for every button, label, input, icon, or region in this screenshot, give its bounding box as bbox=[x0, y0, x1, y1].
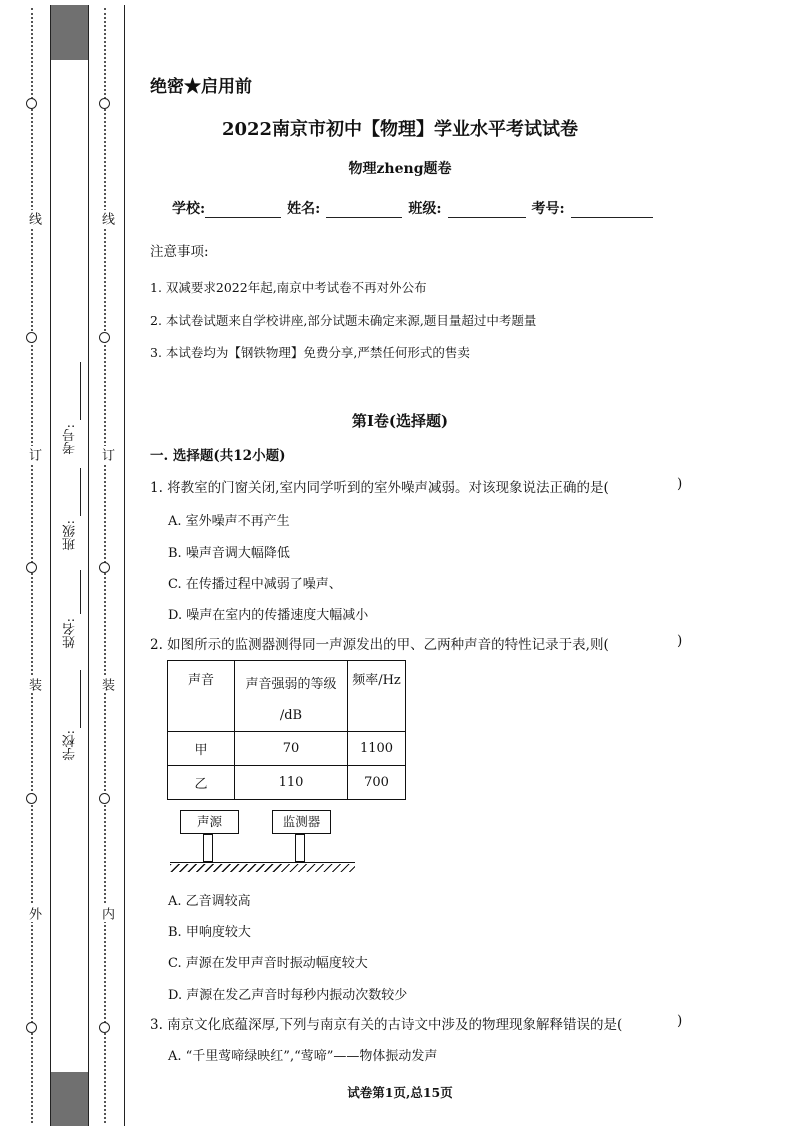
binding-circle bbox=[26, 793, 37, 804]
answer-paren-close: ) bbox=[677, 476, 683, 492]
part-title: 一. 选择题(共12小题) bbox=[150, 448, 286, 464]
number-input[interactable] bbox=[571, 203, 653, 218]
binding-field-school: 学校: bbox=[63, 730, 78, 761]
notes-heading: 注意事项: bbox=[150, 244, 209, 260]
table-cell: 70 bbox=[235, 732, 348, 766]
binding-field-class: 班级: bbox=[63, 520, 78, 551]
q1-option-d[interactable]: D. 噪声在室内的传播速度大幅减小 bbox=[168, 608, 369, 623]
monitor-box: 监测器 bbox=[272, 810, 331, 834]
table-cell: 700 bbox=[348, 766, 406, 800]
binding-char-inner: 内 bbox=[99, 907, 114, 920]
table-header-level-text: 声音强弱的等级 bbox=[245, 677, 337, 692]
note-item: 1. 双减要求2022年起,南京中考试卷不再对外公布 bbox=[150, 280, 427, 295]
binding-field-underline[interactable] bbox=[80, 570, 81, 614]
binding-char-bind: 装 bbox=[99, 678, 114, 691]
q1-option-b[interactable]: B. 噪声音调大幅降低 bbox=[168, 546, 290, 561]
table-header-level bbox=[235, 661, 348, 732]
answer-paren-close: ) bbox=[677, 1013, 683, 1029]
binding-field-underline[interactable] bbox=[80, 670, 81, 728]
q1-option-c[interactable]: C. 在传播过程中减弱了噪声、 bbox=[168, 577, 342, 592]
binding-circle bbox=[26, 1022, 37, 1033]
q2-option-c[interactable]: C. 声源在发甲声音时振动幅度较大 bbox=[168, 956, 368, 971]
q3-option-a[interactable]: A. “千里莺啼绿映红”,“莺啼”——物体振动发声 bbox=[168, 1049, 438, 1064]
q1-option-a[interactable]: A. 室外噪声不再产生 bbox=[168, 514, 290, 529]
binding-circle bbox=[26, 562, 37, 573]
question-1-stem: 1. 将教室的门窗关闭,室内同学听到的室外噪声减弱。对该现象说法正确的是( bbox=[150, 480, 609, 496]
binding-char-order: 订 bbox=[99, 448, 114, 461]
q2-option-a[interactable]: A. 乙音调较高 bbox=[168, 894, 251, 909]
table-cell: 110 bbox=[235, 766, 348, 800]
q2-option-b[interactable]: B. 甲响度较大 bbox=[168, 925, 251, 940]
name-input[interactable] bbox=[326, 203, 402, 218]
question-2-stem: 2. 如图所示的监测器测得同一声源发出的甲、乙两种声音的特性记录于表,则( bbox=[150, 637, 609, 653]
binding-circle bbox=[99, 793, 110, 804]
page-footer: 试卷第1页,总15页 bbox=[347, 1085, 453, 1100]
table-header-level-unit: /dB bbox=[279, 708, 303, 723]
question-3-stem: 3. 南京文化底蕴深厚,下列与南京有关的古诗文中涉及的物理现象解释错误的是( bbox=[150, 1017, 623, 1033]
binding-field-name: 姓名: bbox=[63, 618, 78, 649]
monitor-stand bbox=[295, 834, 305, 862]
class-label: 班级: bbox=[408, 201, 442, 217]
exam-title: 2022南京市初中【物理】学业水平考试试卷 bbox=[221, 119, 579, 140]
note-item: 2. 本试卷试题来自学校讲座,部分试题未确定来源,题目量超过中考题量 bbox=[150, 313, 537, 328]
class-input[interactable] bbox=[448, 203, 526, 218]
binding-circle bbox=[26, 98, 37, 109]
binding-char-line: 线 bbox=[26, 212, 41, 225]
binding-circle bbox=[99, 562, 110, 573]
student-info-row bbox=[172, 198, 659, 218]
note-item: 3. 本试卷均为【钢铁物理】免费分享,严禁任何形式的售卖 bbox=[150, 345, 470, 360]
table-cell: 1100 bbox=[348, 732, 406, 766]
binding-field-underline[interactable] bbox=[80, 468, 81, 516]
binding-field-number: 考号: bbox=[63, 424, 78, 455]
ground-hatch bbox=[170, 864, 355, 872]
binding-circle bbox=[26, 332, 37, 343]
exam-subtitle: 物理zheng题卷 bbox=[348, 161, 452, 177]
school-input[interactable] bbox=[205, 203, 281, 218]
q2-option-d[interactable]: D. 声源在发乙声音时每秒内振动次数较少 bbox=[168, 988, 408, 1003]
binding-circle bbox=[99, 98, 110, 109]
binding-circle bbox=[99, 332, 110, 343]
table-header-frequency: 频率/Hz bbox=[348, 661, 406, 732]
name-label: 姓名: bbox=[287, 201, 321, 217]
binding-circle bbox=[99, 1022, 110, 1033]
table-cell: 乙 bbox=[168, 766, 235, 800]
grey-block-top bbox=[51, 5, 88, 60]
sound-data-table bbox=[167, 660, 406, 800]
answer-paren-close: ) bbox=[677, 633, 683, 649]
table-header-sound: 声音 bbox=[168, 661, 235, 732]
binding-char-line: 线 bbox=[99, 212, 114, 225]
binding-char-order: 订 bbox=[26, 448, 41, 461]
ground-line bbox=[170, 862, 355, 863]
binding-char-bind: 装 bbox=[26, 678, 41, 691]
binding-char-outer: 外 bbox=[26, 907, 41, 920]
confidential-mark: 绝密★启用前 bbox=[150, 77, 252, 97]
school-label: 学校: bbox=[172, 201, 206, 217]
table-cell: 甲 bbox=[168, 732, 235, 766]
section-title: 第Ⅰ卷(选择题) bbox=[351, 412, 449, 430]
number-label: 考号: bbox=[531, 201, 565, 217]
sound-source-box: 声源 bbox=[180, 810, 239, 834]
source-stand bbox=[203, 834, 213, 862]
